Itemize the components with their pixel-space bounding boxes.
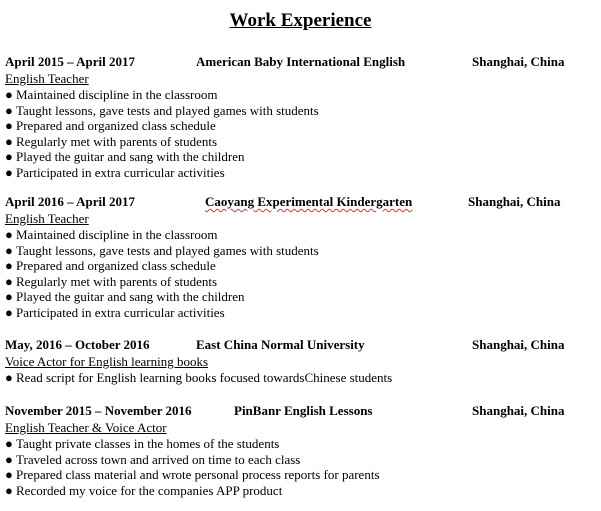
list-item (5, 274, 595, 290)
bullet-icon: ● (5, 149, 13, 165)
bullet-icon: ● (5, 436, 13, 451)
job-employer: PinBanr English Lessons (234, 403, 373, 418)
duty-text: Participated in extra curricular activities (16, 304, 225, 320)
job-employer: East China Normal University (196, 337, 365, 352)
bullet-icon: ● (5, 258, 13, 274)
list-item (5, 258, 595, 274)
job-entry (5, 337, 595, 386)
bullet-icon: ● (5, 133, 13, 149)
list-item (5, 305, 595, 321)
list-item (5, 134, 595, 150)
list-item (5, 483, 595, 499)
bullet-icon: ● (5, 304, 13, 320)
job-location: Shanghai, China (472, 337, 565, 352)
job-role: Voice Actor for English learning books (5, 354, 209, 369)
job-role: English Teacher & Voice Actor (5, 420, 167, 435)
duty-text: Prepared and organized class schedule (16, 118, 216, 134)
bullet-icon: ● (5, 467, 13, 483)
list-item (5, 467, 595, 483)
bullet-icon: ● (5, 87, 13, 102)
job-role: English Teacher (5, 71, 89, 86)
job-header (5, 54, 595, 71)
duty-text: Traveled across town and arrived on time to each class (16, 451, 301, 467)
job-entry (5, 194, 595, 321)
job-location: Shanghai, China (472, 54, 565, 69)
list-item (5, 103, 595, 119)
list-item (5, 118, 595, 134)
duty-text: Prepared and organized class schedule (16, 258, 216, 274)
duty-text: Played the guitar and sang with the children (16, 149, 245, 165)
list-item (5, 370, 595, 386)
job-entry (5, 403, 595, 498)
duty-text: Prepared class material and wrote personal process reports for parents (16, 467, 380, 483)
duty-text: Regularly met with parents of students (16, 273, 218, 289)
job-header (5, 337, 595, 354)
list-item (5, 289, 595, 305)
duty-text: Played the guitar and sang with the children (16, 289, 245, 305)
duty-text: Maintained discipline in the classroom (16, 87, 218, 102)
job-dates: May, 2016 – October 2016 (5, 337, 150, 352)
job-employer: Caoyang Experimental Kindergarten (205, 194, 413, 209)
bullet-icon: ● (5, 451, 13, 467)
job-header (5, 194, 595, 211)
bullet-icon: ● (5, 118, 13, 134)
duty-text: Recorded my voice for the companies APP product (16, 482, 283, 498)
job-duties (5, 436, 595, 498)
job-dates: April 2016 – April 2017 (5, 194, 136, 209)
job-dates: November 2015 – November 2016 (5, 403, 192, 418)
job-employer: American Baby International English (196, 54, 406, 69)
bullet-icon: ● (5, 289, 13, 305)
list-item (5, 436, 595, 452)
job-location: Shanghai, China (468, 194, 561, 209)
list-item (5, 452, 595, 468)
job-dates: April 2015 – April 2017 (5, 54, 136, 69)
list-item (5, 165, 595, 181)
list-item (5, 243, 595, 259)
duty-text: Maintained discipline in the classroom (16, 227, 218, 242)
job-duties (5, 227, 595, 321)
bullet-icon: ● (5, 102, 13, 118)
job-duties (5, 370, 595, 386)
job-location: Shanghai, China (472, 403, 565, 418)
job-role: English Teacher (5, 211, 89, 226)
job-entry (5, 54, 595, 181)
list-item (5, 227, 595, 243)
list-item (5, 149, 595, 165)
job-header (5, 403, 595, 420)
duty-text: Taught lessons, gave tests and played games with students (16, 242, 319, 258)
bullet-icon: ● (5, 164, 13, 180)
bullet-icon: ● (5, 242, 13, 258)
job-duties (5, 87, 595, 181)
duty-text: Read script for English learning books focused towardsChinese students (16, 370, 393, 385)
bullet-icon: ● (5, 227, 13, 242)
section-title: Work Experience (229, 10, 372, 31)
duty-text: Taught lessons, gave tests and played games with students (16, 102, 319, 118)
bullet-icon: ● (5, 370, 13, 385)
duty-text: Participated in extra curricular activities (16, 164, 225, 180)
bullet-icon: ● (5, 273, 13, 289)
list-item (5, 87, 595, 103)
duty-text: Taught private classes in the homes of the students (16, 436, 280, 451)
bullet-icon: ● (5, 482, 13, 498)
duty-text: Regularly met with parents of students (16, 133, 218, 149)
